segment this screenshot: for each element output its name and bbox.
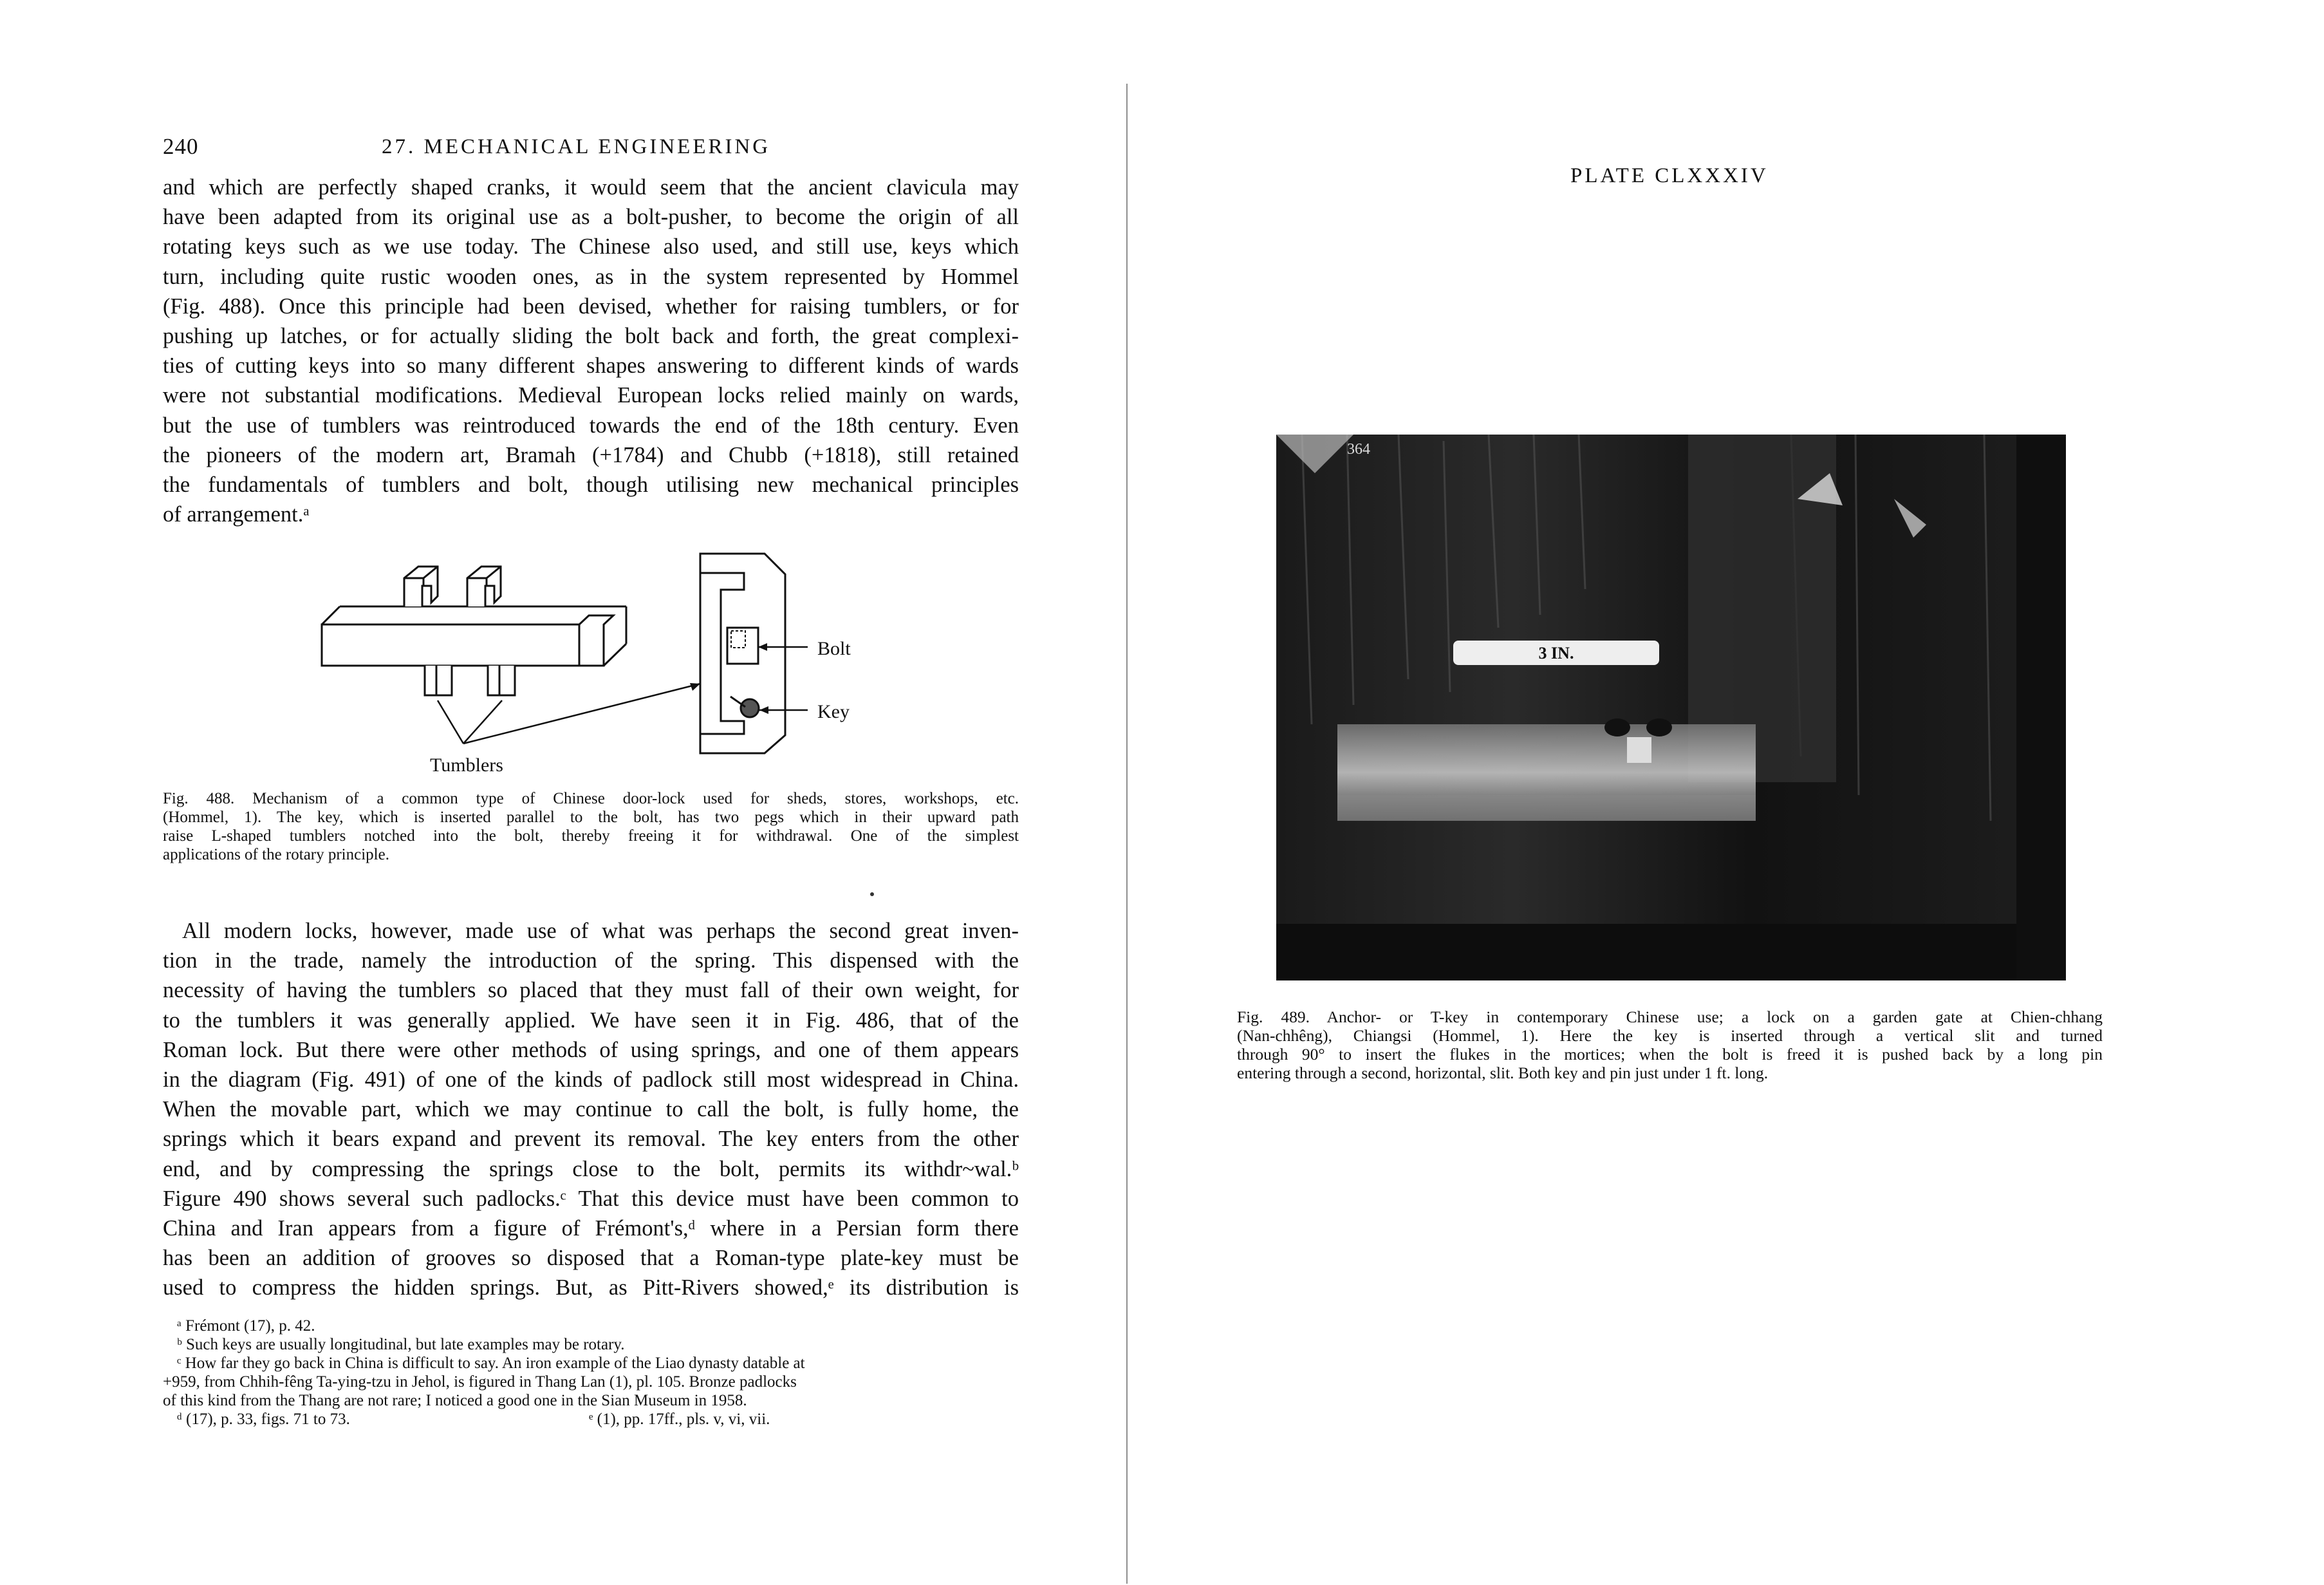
running-title: 27. MECHANICAL ENGINEERING [382, 135, 771, 158]
caption-line: (Hommel, 1). The key, which is inserted parallel to the bolt, has two pegs which in their upward path [163, 809, 1019, 826]
caption-line: raise L-shaped tumblers notched into the bolt, thereby freeing it for withdrawal. One of the simplest [163, 827, 1019, 845]
paragraph-2 [163, 916, 1019, 1303]
caption-line: through 90° to insert the flukes in the mortices; when the bolt is freed it is pushed back by a long pin [1237, 1045, 2103, 1064]
stray-dot [870, 892, 874, 896]
caption-line: applications of the rotary principle. [163, 846, 389, 863]
page-number: 240 [163, 134, 199, 159]
lock-end-view [700, 554, 785, 753]
footnote: ᶜ How far they go back in China is difficult to say. An iron example of the Liao dynasty datable at [177, 1355, 805, 1372]
text-line: All modern locks, however, made use of what was perhaps the second great inven- [182, 919, 1019, 943]
text-line: turn, including quite rustic wooden ones, as in the system represented by Hommel [163, 264, 1019, 289]
figure-489-photo [1276, 435, 2066, 980]
caption-line: (Nan-chhêng), Chiangsi (Hommel, 1). Here the key is inserted through a vertical slit and turned [1237, 1026, 2103, 1045]
caption-line: Fig. 488. Mechanism of a common type of Chinese door-lock used for sheds, stores, workshops, etc. [163, 790, 1019, 807]
label-bolt: Bolt [817, 638, 851, 659]
footnote: +959, from Chhih-fêng Ta-ying-tzu in Jehol, is figured in Thang Lan (1), pl. 105. Bronze padlocks [163, 1373, 797, 1391]
text-line: end, and by compressing the springs close to the bolt, permits its withdr~wal.ᵇ [163, 1156, 1019, 1181]
text-line: Figure 490 shows several such padlocks.ᶜ That this device must have been common to [163, 1186, 1019, 1211]
caption-line: entering through a second, horizontal, slit. Both key and pin just under 1 ft. long. [1237, 1064, 1769, 1082]
photo-image [1276, 435, 2066, 980]
text-line: springs which it bears expand and prevent its removal. The key enters from the other [163, 1127, 1019, 1152]
text-line: (Fig. 488). Once this principle had been devised, whether for raising tumblers, or for [163, 294, 1019, 319]
text-line: rotating keys such as we use today. The Chinese also used, and still use, keys which [163, 234, 1019, 259]
text-line: and which are perfectly shaped cranks, it would seem that the ancient clavicula may [163, 175, 1019, 200]
footnote: ᵉ (1), pp. 17ff., pls. v, vi, vii. [589, 1411, 770, 1428]
text-line: the fundamentals of tumblers and bolt, though utilising new mechanical principles [163, 473, 1019, 498]
text-line: but the use of tumblers was reintroduced towards the end of the 18th century. Even [163, 413, 1019, 438]
footnote: ᵈ (17), p. 33, figs. 71 to 73. [177, 1411, 350, 1428]
footnote: of this kind from the Thang are not rare; I noticed a good one in the Sian Museum in 1958. [163, 1392, 747, 1409]
caption-line: Fig. 489. Anchor- or T-key in contemporary Chinese use; a lock on a garden gate at Chien-chhang [1237, 1008, 2103, 1026]
text-line: have been adapted from its original use as a bolt-pusher, to become the origin of all [163, 205, 1019, 230]
text-line: Roman lock. But there were other methods of using springs, and one of them appears [163, 1037, 1019, 1062]
text-line: the pioneers of the modern art, Bramah (+1784) and Chubb (+1818), still retained [163, 442, 1019, 467]
plate-title: PLATE CLXXXIV [1570, 164, 1769, 187]
text-line: pushing up latches, or for actually sliding the bolt back and forth, the great complexi- [163, 324, 1019, 349]
photo-scale-label: 3 IN. [1538, 644, 1574, 662]
footnotes [163, 1317, 1019, 1429]
figure-489-caption [1237, 1008, 2103, 1082]
figure-488-caption [163, 789, 1019, 864]
figure-488-lock-diagram [309, 534, 888, 779]
text-line: tion in the trade, namely the introduction of the spring. This dispensed with the [163, 948, 1019, 973]
footnote: ᵇ Such keys are usually longitudinal, but late examples may be rotary. [177, 1336, 625, 1353]
footnote: ᵃ Frémont (17), p. 42. [177, 1317, 315, 1335]
text-line: used to compress the hidden springs. But, as Pitt-Rivers showed,ᵉ its distribution is [163, 1275, 1019, 1300]
bolt-prism [322, 606, 626, 666]
label-key: Key [817, 701, 850, 722]
text-line: necessity of having the tumblers so placed that they must fall of their own weight, for [163, 978, 1019, 1003]
text-line: to the tumblers it was generally applied. We have seen it in Fig. 486, that of the [163, 1008, 1019, 1033]
text-line: ties of cutting keys into so many different shapes answering to different kinds of wards [163, 353, 1019, 379]
paragraph-1 [163, 173, 1019, 529]
text-line: has been an addition of grooves so disposed that a Roman-type plate-key must be [163, 1246, 1019, 1271]
page-gutter-line [1126, 84, 1128, 1584]
text-line: China and Iran appears from a figure of Frémont's,ᵈ where in a Persian form there [163, 1216, 1019, 1241]
text-line: were not substantial modifications. Medieval European locks relied mainly on wards, [163, 383, 1019, 408]
label-tumblers: Tumblers [430, 755, 503, 776]
text-line: in the diagram (Fig. 491) of one of the kinds of padlock still most widespread in China. [163, 1067, 1019, 1093]
text-line: When the movable part, which we may continue to call the bolt, is fully home, the [163, 1097, 1019, 1122]
text-line: of arrangement.ᵃ [163, 502, 310, 527]
photo-corner-mark: 364 [1347, 441, 1370, 458]
